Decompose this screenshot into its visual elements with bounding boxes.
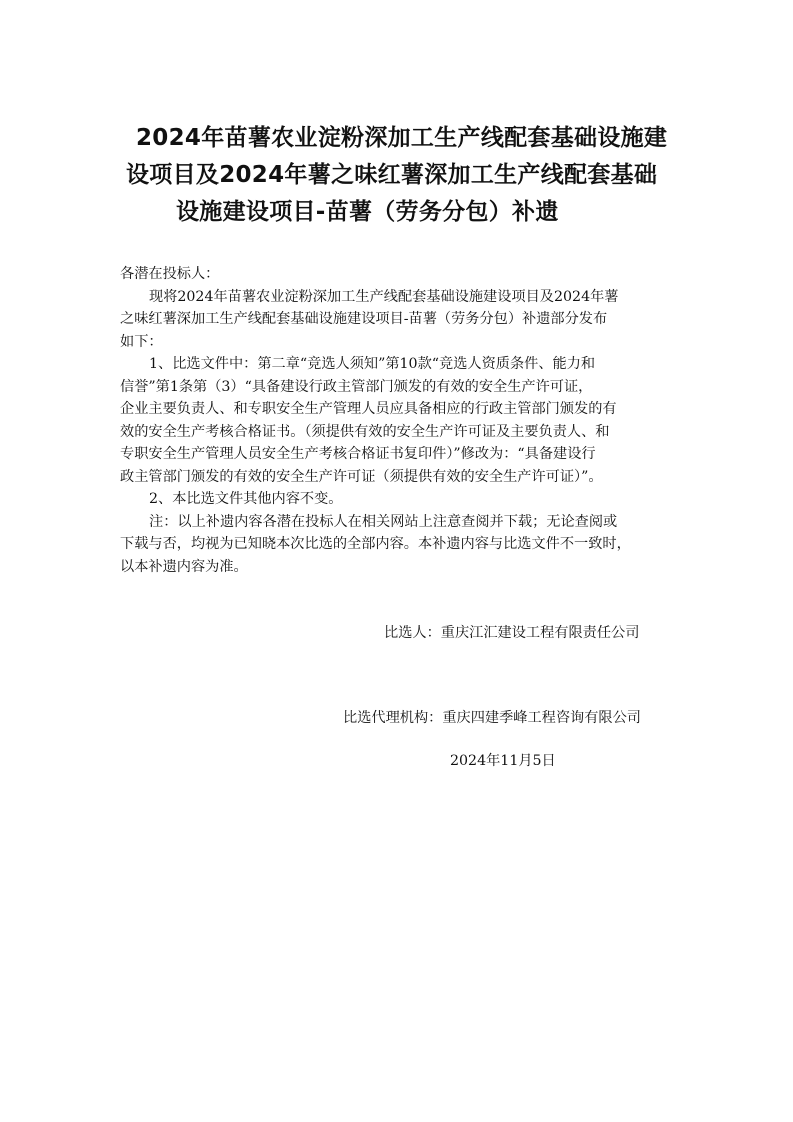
issue-date: 2024年11月5日: [450, 753, 556, 769]
intro-line-2: 之味红薯深加工生产线配套基础设施建设项目-苗薯（劳务分包）补遗部分发布: [120, 311, 608, 327]
item-1-line-5: 专职安全生产管理人员安全生产考核合格证书复印件）”修改为：“具备建设行: [120, 446, 596, 462]
item-1-line-6: 政主管部门颁发的有效的安全生产许可证（须提供有效的安全生产许可证）”。: [120, 468, 603, 485]
note-line-3: 以本补遗内容为准。: [120, 558, 248, 575]
item-1-line-1: 1、比选文件中：第二章“竞选人须知”第10款“竞选人资质条件、能力和: [149, 356, 596, 372]
note-paragraph: [120, 511, 680, 579]
document-body: [120, 263, 680, 578]
intro-paragraph: [120, 286, 680, 354]
bidder-signature: 比选人：重庆江汇建设工程有限责任公司: [384, 625, 640, 641]
salutation-text: 各潜在投标人：: [120, 266, 220, 282]
document-title: [116, 120, 696, 231]
item-1-line-3: 企业主要负责人、和专职安全生产管理人员应具备相应的行政主管部门颁发的有: [120, 401, 617, 417]
title-line-1: 2024年苗薯农业淀粉深加工生产线配套基础设施建: [136, 125, 668, 151]
item-1-paragraph: [120, 353, 680, 488]
salutation: [120, 263, 680, 286]
intro-line-1: 现将2024年苗薯农业淀粉深加工生产线配套基础设施建设项目及2024年薯: [149, 288, 619, 305]
note-line-1: 注：以上补遗内容各潜在投标人在相关网站上注意查阅并下载；无论查阅或: [149, 513, 618, 530]
note-line-2: 下载与否，均视为已知晓本次比选的全部内容。本补遗内容与比选文件不一致时，: [120, 536, 631, 552]
title-line-3: 设施建设项目-苗薯（劳务分包）补遗: [176, 199, 559, 225]
intro-line-3: 如下：: [120, 333, 163, 350]
agent-signature: 比选代理机构：重庆四建季峰工程咨询有限公司: [343, 710, 641, 726]
item-1-line-2: 信誉”第1条第（3）“具备建设行政主管部门颁发的有效的安全生产许可证，: [120, 378, 593, 395]
item-2-paragraph: [120, 488, 680, 511]
item-1-line-4: 效的安全生产考核合格证书。（须提供有效的安全生产许可证及主要负责人、和: [120, 423, 610, 440]
title-line-2: 设项目及2024年薯之味红薯深加工生产线配套基础: [126, 162, 658, 188]
item-2-line: 2、本比选文件其他内容不变。: [149, 491, 343, 507]
